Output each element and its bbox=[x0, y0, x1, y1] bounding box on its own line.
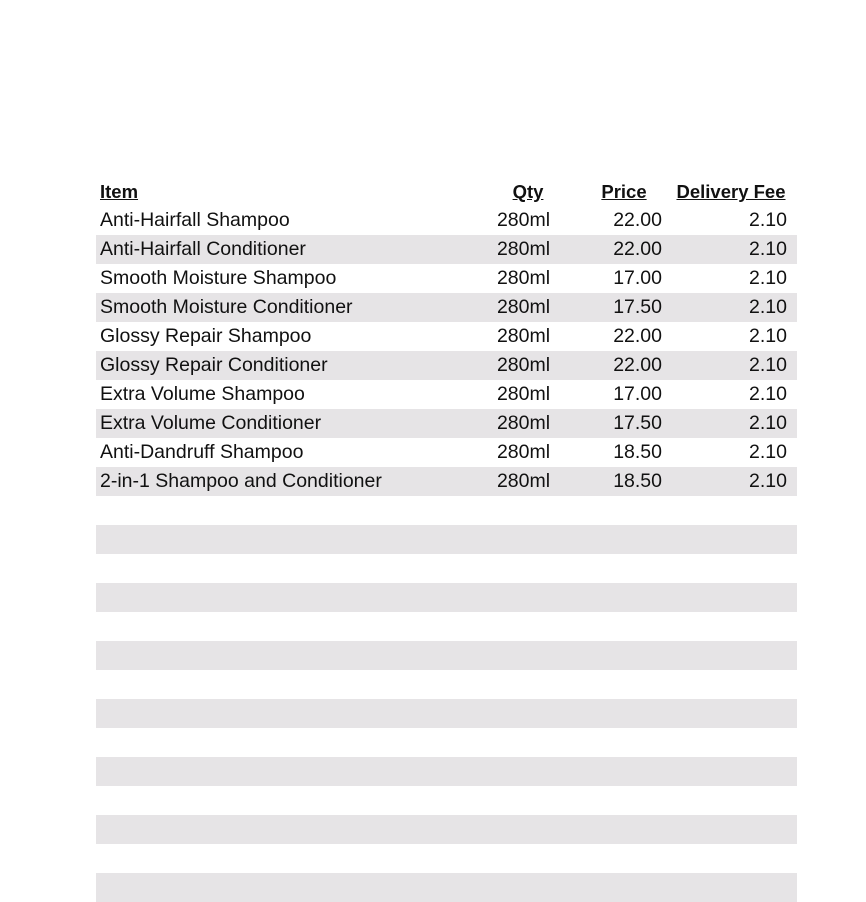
row-price: 17.50 bbox=[613, 412, 662, 434]
row-delivery-fee: 2.10 bbox=[749, 296, 787, 318]
row-price: 17.00 bbox=[613, 383, 662, 405]
row-delivery-fee: 2.10 bbox=[749, 441, 787, 463]
empty-row bbox=[96, 496, 797, 525]
row-price: 17.00 bbox=[613, 267, 662, 289]
row-item: Smooth Moisture Conditioner bbox=[100, 296, 353, 318]
table-row bbox=[96, 409, 797, 438]
row-price: 18.50 bbox=[613, 470, 662, 492]
empty-row bbox=[96, 612, 797, 641]
empty-row bbox=[96, 873, 797, 902]
row-delivery-fee: 2.10 bbox=[749, 267, 787, 289]
table-row bbox=[96, 264, 797, 293]
row-delivery-fee: 2.10 bbox=[749, 470, 787, 492]
empty-row bbox=[96, 786, 797, 815]
header-qty: Qty bbox=[512, 181, 544, 202]
row-item: Anti-Hairfall Shampoo bbox=[100, 209, 290, 231]
empty-row bbox=[96, 670, 797, 699]
row-delivery-fee: 2.10 bbox=[749, 354, 787, 376]
table-row bbox=[96, 467, 797, 496]
row-qty: 280ml bbox=[496, 354, 551, 376]
row-qty: 280ml bbox=[496, 325, 551, 347]
header-item: Item bbox=[100, 181, 139, 202]
row-delivery-fee: 2.10 bbox=[749, 383, 787, 405]
header-price: Price bbox=[601, 181, 647, 202]
row-item: Glossy Repair Shampoo bbox=[100, 325, 312, 347]
row-delivery-fee: 2.10 bbox=[749, 325, 787, 347]
row-price: 22.00 bbox=[613, 354, 662, 376]
table-row bbox=[96, 380, 797, 409]
row-item: Anti-Dandruff Shampoo bbox=[100, 441, 304, 463]
row-qty: 280ml bbox=[496, 383, 551, 405]
empty-row bbox=[96, 757, 797, 786]
row-qty: 280ml bbox=[496, 441, 551, 463]
header-delivery-fee: Delivery Fee bbox=[676, 181, 786, 202]
empty-row bbox=[96, 815, 797, 844]
empty-row bbox=[96, 699, 797, 728]
table-header-row bbox=[96, 177, 797, 206]
row-delivery-fee: 2.10 bbox=[749, 412, 787, 434]
row-delivery-fee: 2.10 bbox=[749, 238, 787, 260]
row-qty: 280ml bbox=[496, 267, 551, 289]
empty-row bbox=[96, 583, 797, 612]
table-row bbox=[96, 322, 797, 351]
empty-row bbox=[96, 641, 797, 670]
row-item: Glossy Repair Conditioner bbox=[100, 354, 328, 376]
row-price: 17.50 bbox=[613, 296, 662, 318]
row-item: Smooth Moisture Shampoo bbox=[100, 267, 337, 289]
table-row bbox=[96, 351, 797, 380]
row-qty: 280ml bbox=[496, 296, 551, 318]
row-price: 22.00 bbox=[613, 325, 662, 347]
row-qty: 280ml bbox=[496, 470, 551, 492]
table-row bbox=[96, 235, 797, 264]
empty-row bbox=[96, 844, 797, 873]
empty-row bbox=[96, 728, 797, 757]
row-item: Extra Volume Shampoo bbox=[100, 383, 305, 405]
price-table bbox=[96, 177, 797, 902]
row-price: 18.50 bbox=[613, 441, 662, 463]
empty-row bbox=[96, 525, 797, 554]
row-price: 22.00 bbox=[613, 238, 662, 260]
row-item: Anti-Hairfall Conditioner bbox=[100, 238, 306, 260]
row-delivery-fee: 2.10 bbox=[749, 209, 787, 231]
row-item: Extra Volume Conditioner bbox=[100, 412, 322, 434]
row-qty: 280ml bbox=[496, 238, 551, 260]
row-qty: 280ml bbox=[496, 209, 551, 231]
table-row bbox=[96, 206, 797, 235]
row-price: 22.00 bbox=[613, 209, 662, 231]
row-qty: 280ml bbox=[496, 412, 551, 434]
row-item: 2-in-1 Shampoo and Conditioner bbox=[100, 470, 382, 492]
empty-row bbox=[96, 554, 797, 583]
table-row bbox=[96, 438, 797, 467]
table-row bbox=[96, 293, 797, 322]
